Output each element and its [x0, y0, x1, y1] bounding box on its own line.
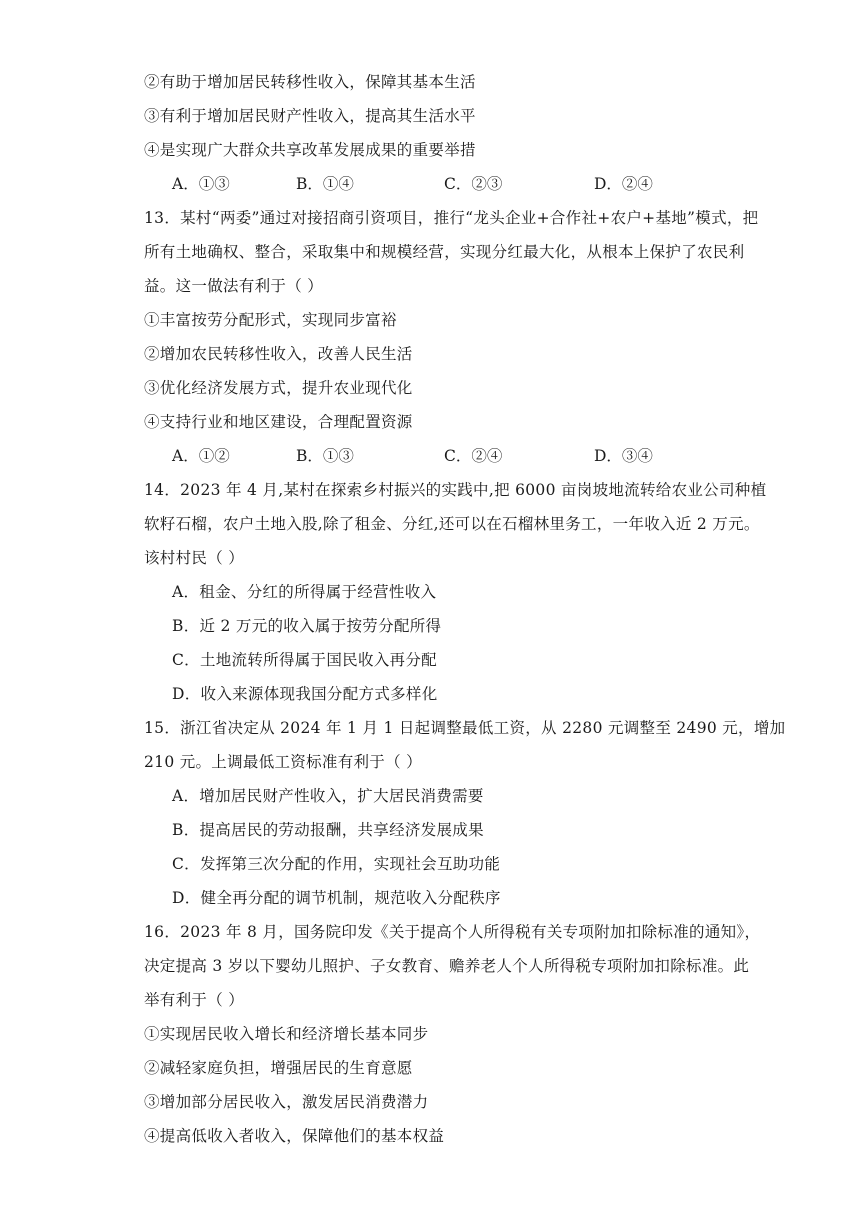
q12-statement-3: ③有利于增加居民财产性收入，提高其生活水平 — [144, 107, 476, 125]
q16-stem-line-3: 举有利于（ ） — [144, 991, 245, 1009]
q15-option-b: B．提高居民的劳动报酬，共享经济发展成果 — [172, 821, 484, 839]
q14-stem-line-2: 软籽石榴，农户土地入股,除了租金、分红,还可以在石榴林里务工，一年收入近 2 万元。 — [144, 515, 760, 533]
q16-stem-line-2: 决定提高 3 岁以下婴幼儿照护、子女教育、赡养老人个人所得税专项附加扣除标准。此 — [144, 957, 750, 975]
q13-statement-4: ④支持行业和地区建设，合理配置资源 — [144, 413, 413, 431]
q16-stem-line-1: 16．2023 年 8 月，国务院印发《关于提高个人所得税有关专项附加扣除标准的通知》， — [144, 923, 761, 941]
q13-stem-line-2: 所有土地确权、整合，采取集中和规模经营，实现分红最大化，从根本上保护了农民利 — [144, 243, 745, 261]
q13-statement-2: ②增加农民转移性收入，改善人民生活 — [144, 345, 413, 363]
q13-choice-c: C．②④ — [444, 447, 503, 465]
q14-option-b: B．近 2 万元的收入属于按劳分配所得 — [172, 617, 442, 635]
q14-option-c: C．土地流转所得属于国民收入再分配 — [172, 651, 437, 669]
q12-choice-c: C．②③ — [444, 175, 503, 193]
q13-choice-b: B．①③ — [296, 447, 354, 465]
q13-statement-3: ③优化经济发展方式，提升农业现代化 — [144, 379, 413, 397]
q12-statement-2: ②有助于增加居民转移性收入，保障其基本生活 — [144, 73, 476, 91]
q14-option-d: D．收入来源体现我国分配方式多样化 — [172, 685, 438, 703]
q12-choice-b: B．①④ — [296, 175, 354, 193]
q14-stem-line-3: 该村村民（ ） — [144, 549, 245, 567]
q13-choice-a: A．①② — [172, 447, 230, 465]
q15-stem-line-1: 15．浙江省决定从 2024 年 1 月 1 日起调整最低工资，从 2280 元调整至 2490 元，增加 — [144, 719, 786, 737]
q15-option-c: C．发挥第三次分配的作用，实现社会互助功能 — [172, 855, 501, 873]
q12-choice-a: A．①③ — [172, 175, 230, 193]
q16-statement-3: ③增加部分居民收入，激发居民消费潜力 — [144, 1093, 429, 1111]
q16-statement-2: ②减轻家庭负担，增强居民的生育意愿 — [144, 1059, 413, 1077]
q12-statement-4: ④是实现广大群众共享改革发展成果的重要举措 — [144, 141, 476, 159]
q16-statement-1: ①实现居民收入增长和经济增长基本同步 — [144, 1025, 429, 1043]
q14-stem-line-1: 14．2023 年 4 月,某村在探索乡村振兴的实践中,把 6000 亩岗坡地流转给农业公司种植 — [144, 481, 767, 499]
q15-option-d: D．健全再分配的调节机制，规范收入分配秩序 — [172, 889, 501, 907]
q12-choice-d: D．②④ — [594, 175, 653, 193]
q13-choice-d: D．③④ — [594, 447, 653, 465]
q15-option-a: A．增加居民财产性收入，扩大居民消费需要 — [172, 787, 484, 805]
q14-option-a: A．租金、分红的所得属于经营性收入 — [172, 583, 437, 601]
q13-statement-1: ①丰富按劳分配形式，实现同步富裕 — [144, 311, 397, 329]
q13-stem-line-3: 益。这一做法有利于（ ） — [144, 277, 324, 295]
q16-statement-4: ④提高低收入者收入，保障他们的基本权益 — [144, 1127, 445, 1145]
q15-stem-line-2: 210 元。上调最低工资标准有利于（ ） — [144, 753, 422, 771]
q13-stem-line-1: 13．某村“两委”通过对接招商引资项目，推行“龙头企业+合作社+农户+基地”模式，把 — [144, 209, 759, 227]
